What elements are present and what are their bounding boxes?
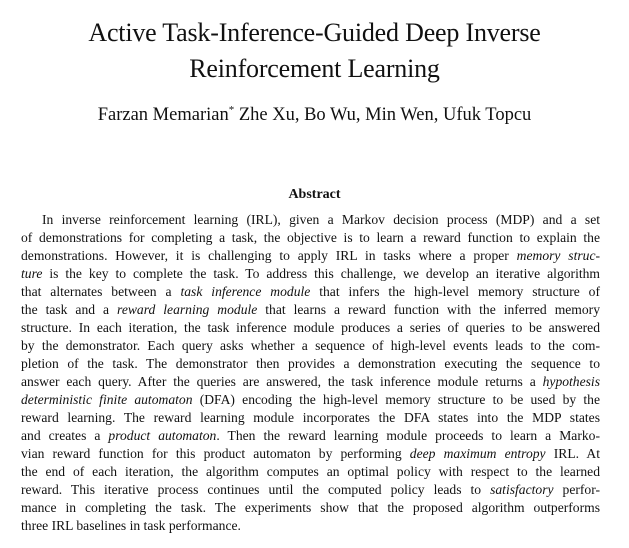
abstract-text: IRL. At xyxy=(545,446,600,461)
abstract-line xyxy=(21,319,600,337)
abstract-line xyxy=(21,481,600,499)
abstract-text: reward. This iterative process continues until the computed policy leads to xyxy=(21,482,491,497)
abstract-line xyxy=(21,463,600,481)
author-first: Farzan Memarian xyxy=(97,105,229,125)
abstract-text: answer each query. After the queries are answered, the task inference module returns a xyxy=(21,374,543,389)
author-footnote-mark: * xyxy=(228,104,235,116)
abstract-text: that learns a reward function with the inferred memory xyxy=(257,302,600,317)
abstract-text: (DFA) encoding the high-level memory structure to be used by the xyxy=(192,392,600,407)
abstract-body xyxy=(21,211,600,535)
abstract-line xyxy=(21,391,600,409)
abstract-emphasis: deep maximum entropy xyxy=(409,446,546,461)
abstract-line xyxy=(21,283,600,301)
abstract-text: that alternates between a xyxy=(21,284,181,299)
abstract-emphasis: product automaton xyxy=(108,428,217,443)
abstract-line xyxy=(21,337,600,355)
abstract-text: . Then the reward learning module proceeds to learn a Marko- xyxy=(216,428,600,443)
abstract-emphasis: ture xyxy=(21,266,43,281)
abstract-line xyxy=(21,445,600,463)
abstract-line xyxy=(21,265,600,283)
abstract-text: reward learning. The reward learning module incorporates the DFA states into the MDP states xyxy=(21,410,600,425)
abstract-text: is the key to complete the task. To address this challenge, we develop an iterative algorithm xyxy=(42,266,600,281)
abstract-line xyxy=(21,373,600,391)
abstract-text: of demonstrations for completing a task, the objective is to learn a reward function to explain the xyxy=(21,230,600,245)
abstract-line xyxy=(21,301,600,319)
abstract-line xyxy=(21,427,600,445)
abstract-text: by the demonstrator. Each query asks whether a sequence of high-level events leads to the com- xyxy=(21,338,600,353)
abstract-text: vian reward function for this product automaton by performing xyxy=(21,446,410,461)
abstract-line xyxy=(21,409,600,427)
author-list xyxy=(0,103,629,127)
abstract-text: mance in completing the task. The experiments show that the proposed algorithm outperforms xyxy=(21,500,600,515)
abstract-text: the task and a xyxy=(21,302,118,317)
abstract-line xyxy=(21,355,600,373)
abstract-text: demonstrations. However, it is challenging to apply IRL in tasks where a proper xyxy=(21,248,517,263)
abstract-text: pletion of the task. The demonstrator then provides a demonstration executing the sequence to xyxy=(21,356,600,371)
abstract-line xyxy=(21,499,600,517)
author-rest: Zhe Xu, Bo Wu, Min Wen, Ufuk Topcu xyxy=(238,105,532,125)
abstract-line xyxy=(21,229,600,247)
abstract-emphasis: memory struc- xyxy=(516,248,601,263)
abstract-text: and creates a xyxy=(21,428,109,443)
abstract-heading: Abstract xyxy=(288,187,341,202)
abstract-text: that infers the high-level memory structure of xyxy=(310,284,600,299)
paper-title-line-1: Active Task-Inference-Guided Deep Inverse xyxy=(88,18,541,47)
abstract-emphasis: deterministic finite automaton xyxy=(21,392,193,407)
abstract-emphasis: task inference module xyxy=(180,284,311,299)
abstract-line xyxy=(21,247,600,265)
abstract-emphasis: satisfactory xyxy=(490,482,554,497)
abstract-line xyxy=(21,211,600,229)
abstract-emphasis: reward learning module xyxy=(117,302,258,317)
paper-title-line-2: Reinforcement Learning xyxy=(189,54,440,83)
abstract-text: structure. In each iteration, the task inference module produces a series of queries to be answered xyxy=(21,320,600,335)
abstract-text: three IRL baselines in task performance. xyxy=(21,518,241,533)
abstract-text: the end of each iteration, the algorithm computes an optimal policy with respect to the learned xyxy=(21,464,600,479)
abstract-line xyxy=(21,517,600,535)
abstract-text: In inverse reinforcement learning (IRL), given a Markov decision process (MDP) and a set xyxy=(42,212,600,227)
abstract-text: perfor- xyxy=(553,482,600,497)
abstract-emphasis: hypothesis xyxy=(542,374,600,389)
